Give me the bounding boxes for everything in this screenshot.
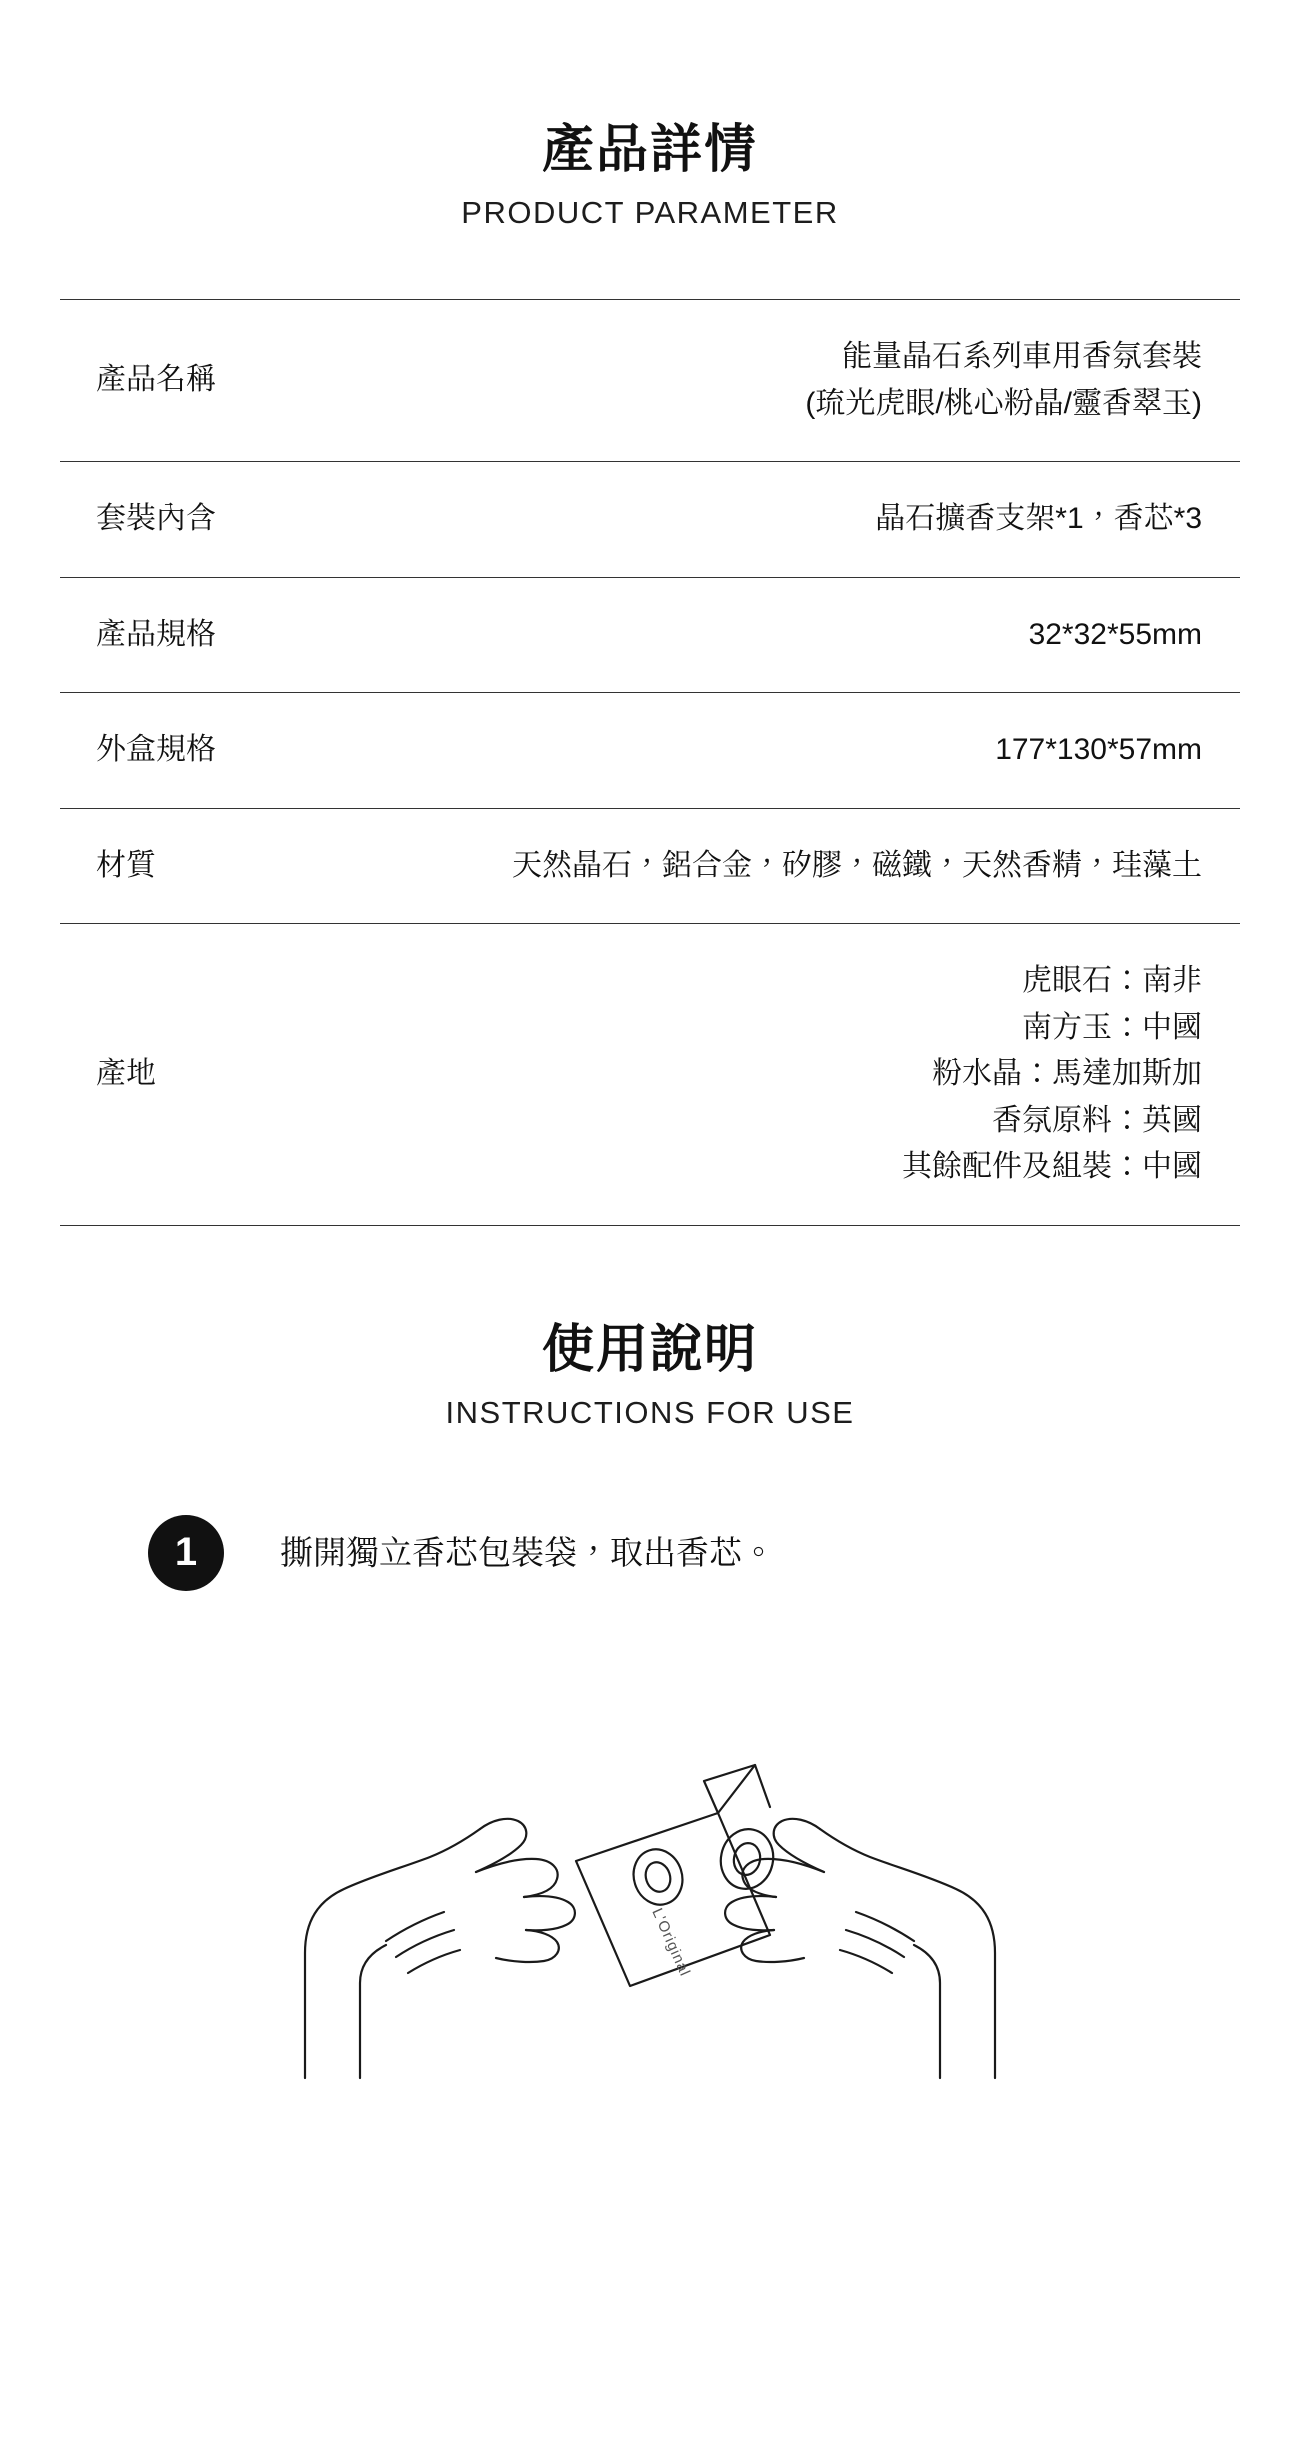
row-value (336, 300, 1240, 462)
instruction-step (60, 1515, 1240, 1591)
product-parameter-title-en: PRODUCT PARAMETER (461, 195, 839, 230)
table-row (60, 300, 1240, 462)
table-row (60, 577, 1240, 693)
row-label: 套裝內含 (96, 502, 216, 535)
row-value-line: 天然晶石，鋁合金，矽膠，磁鐵，天然香精，珪藻土 (512, 848, 1202, 882)
row-label: 產品規格 (96, 617, 216, 651)
row-value-line: 粉水晶：馬達加斯加 (932, 1057, 1202, 1090)
table-row (60, 924, 1240, 1226)
instructions-title-en: INSTRUCTIONS FOR USE (445, 1394, 855, 1430)
row-value-line: 177*130*57mm (995, 733, 1202, 766)
table-row (60, 462, 1240, 578)
row-value-line: 香氛原料：英國 (992, 1103, 1202, 1137)
row-value-line: 能量晶石系列車用香氛套裝 (842, 340, 1202, 373)
svg-text:L'Original: L'Original (648, 1905, 694, 1979)
row-value (336, 924, 1240, 1226)
product-parameter-heading (0, 118, 1300, 231)
row-value (336, 808, 1240, 924)
row-label: 材質 (96, 848, 156, 882)
instructions-heading (0, 1318, 1300, 1431)
row-value (336, 462, 1240, 578)
hands-tearing-sachet-illustration (60, 1653, 1240, 2083)
row-value-line: 南方玉：中國 (1022, 1010, 1202, 1044)
row-value-line: 晶石擴香支架*1，香芯*3 (875, 502, 1202, 535)
row-value-line: 32*32*55mm (1028, 617, 1202, 651)
row-value-line: 其餘配件及組裝：中國 (902, 1150, 1202, 1183)
row-label: 外盒規格 (96, 733, 216, 766)
row-label: 產地 (96, 1057, 156, 1090)
table-row (60, 693, 1240, 809)
row-value (336, 693, 1240, 809)
table-row (60, 808, 1240, 924)
step-text: 撕開獨立香芯包裝袋，取出香芯。 (280, 1533, 775, 1571)
row-value-line: 虎眼石：南非 (1022, 964, 1202, 997)
step-number-badge: 1 (148, 1515, 224, 1591)
row-value-line: (琉光虎眼/桃心粉晶/靈香翠玉) (805, 386, 1202, 420)
instructions-title-cn: 使用說明 (541, 1320, 758, 1379)
product-parameter-table (60, 299, 1240, 1226)
product-parameter-title-cn: 產品詳情 (541, 121, 758, 179)
row-value (336, 577, 1240, 693)
row-label: 產品名稱 (96, 363, 216, 397)
